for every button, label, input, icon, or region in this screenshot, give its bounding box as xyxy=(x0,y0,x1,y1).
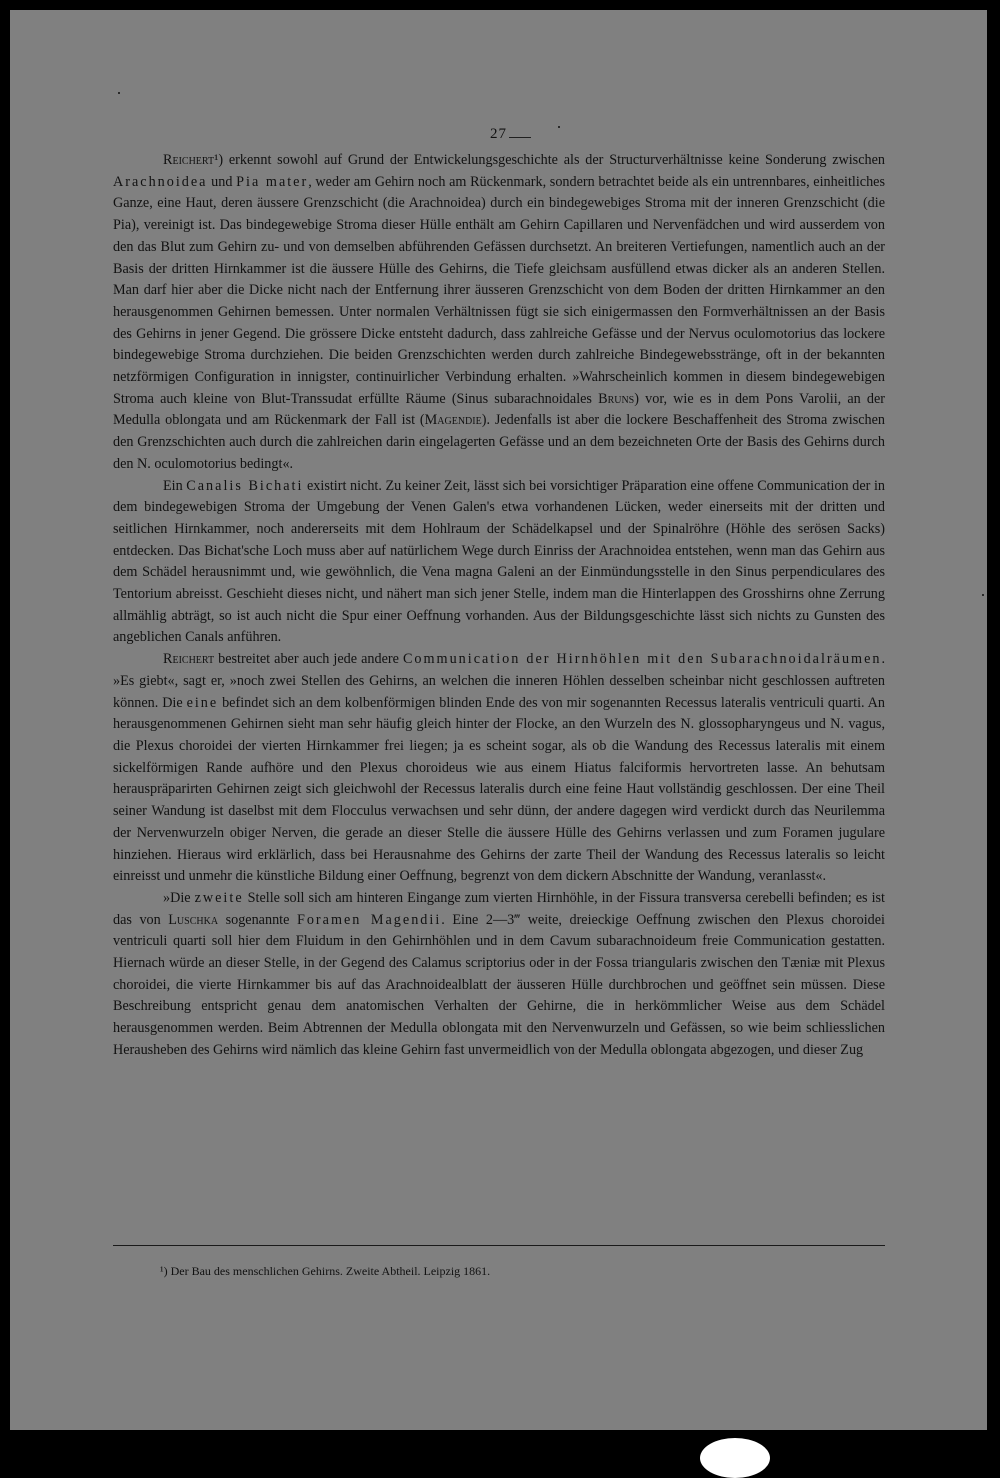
text-run-smallcaps: Reichert xyxy=(163,152,215,168)
paragraph xyxy=(113,888,885,1062)
paragraph xyxy=(113,150,885,476)
scanned-page xyxy=(10,10,987,1430)
text-run: befindet sich an dem kolbenförmigen blinden Ende des von mir sogenannten Recessus lateralis ventriculi quarti. An herausgenommenen Gehirnen sieht man sehr häufig gleich hinter der Flocke, an den Wurzeln des N. glossopharyngeus und N. vagus, die Plexus choroidei der vierten Hirnkammer frei liegen; ja es scheint sogar, als ob die Wandung des Recessus lateralis mit einem sickelförmigen Rande aufhöre und den Plexus choroideus wie aus einem Hiatus falciformis hervortreten lasse. An behutsam herauspräparirten Gehirnen zeigt sich gleichwohl der Recessus lateralis durch eine feine Haut vollständig geschlossen. Der eine Theil seiner Wandung ist daselbst mit dem Flocculus verwachsen und sehr dünn, der andere dagegen wird verdickt durch das Neurilemma der Nervenwurzeln obiger Nerven, die gerade an dieser Stelle die äussere Hülle des Gehirns verlassen und zum Foramen jugulare hinziehen. Hieraus wird erklärlich, dass bei Herausnahme des Gehirns der zarte Theil der Wandung des Recessus lateralis so leicht einreisst und unmehr die künstliche Bildung einer Oeffnung, begrenzt von dem dickern Abschnitte der Wandung, veranlasst«. xyxy=(113,694,885,885)
text-run-spaced: Communication der Hirnhöhlen mit den Subarachnoidalräumen xyxy=(402,651,882,668)
text-run: . Eine 2—3‴ weite, dreieckige Oeffnung zwischen den Plexus choroidei ventriculi quarti soll hier dem Fluidum in den Gehirnhöhlen und in dem Cavum subarachnoideum freie Communication gestatten. Hiernach würde an dieser Stelle, in der Gegend des Calamus scriptorius oder in der Fossa triangularis zwischen den Tæniæ mit Plexus choroidei, die vierte Hirnkammer bis auf das Arachnoidealblatt der äusseren Hülle durchbrochen und geöffnet sein müssen. Diese Beschreibung entspricht genau dem anatomischen Verhalten der Gehirne, die in herkömmlicher Weise aus dem Schädel herausgenommen werden. Beim Abtrennen der Medulla oblongata mit den Nervenwurzeln und Gefässen, so wie beim schliesslichen Herausheben des Gehirns wird nämlich das kleine Gehirn fast unvermeidlich von der Medulla oblongata abgezogen, und dieser Zug xyxy=(113,911,885,1058)
scanner-edge-mark xyxy=(700,1438,770,1478)
text-run-smallcaps: Reichert xyxy=(163,651,215,668)
text-run: »Die xyxy=(163,889,195,906)
text-run: Ein xyxy=(163,477,187,494)
text-run-spaced: Arachnoidea xyxy=(113,173,208,190)
scan-speck xyxy=(118,92,120,94)
text-run-spaced: Canalis Bichati xyxy=(186,477,304,494)
text-run: Stelle soll sich am hinteren Eingange zum vierten Hirnhöhle, in der Fissura transversa cerebelli befinden; es ist das von xyxy=(113,889,885,928)
text-run: ) vor, wie es in dem Pons Varolii, an der Medulla oblongata und am Rückenmark der Fall ist ( xyxy=(113,390,885,429)
body-text xyxy=(113,150,885,1062)
footnote: ¹) Der Bau des menschlichen Gehirns. Zweite Abtheil. Leipzig 1861. xyxy=(160,1264,491,1278)
text-run: , weder am Gehirn noch am Rückenmark, sondern betrachtet beide als ein untrennbares, einheitliches Ganze, eine Haut, deren äussere Grenzschicht (die Arachnoidea) durch ein bindegewebiges Stroma mit der inneren Grenzschicht (die Pia), vereinigt ist. Das bindegewebige Stroma dieser Hülle enthält am Gehirn Capillaren und Nervenfädchen und wird ausserdem von den das Blut zum Gehirn zu- und von demselben abführenden Gefässen durchsetzt. An breiteren Vertiefungen, namentlich auch an der Basis der dritten Hirnkammer ist die äussere Hülle des Gehirns, die Tiefe gleichsam ausfüllend etwas dicker als an anderen Stellen. Man darf hier aber die Dicke nicht nach der Entfernung ihrer äusseren Grenzschicht von dem Boden der dritten Hirnkammer an den herausgenommen Gehirnen bemessen. Unter normalen Verhältnissen fügt sie sich einigermassen den Formverhältnissen an der Basis des Gehirns in jener Gegend. Die grössere Dicke entsteht dadurch, dass zahlreiche Gefässe und der Nervus oculomotorius das lockere bindegewebige Stroma durchziehen. Die beiden Grenzschichten werden durch zahlreiche Bindegewebsstränge, oft in der bekannten netzförmigen Configuration in innigster, continuirlicher Verbindung erhalten. »Wahrscheinlich kommen in diesem bindegewebigen Stroma auch kleine von Blut-Transsudat erfüllte Räume (Sinus subarachnoidales xyxy=(113,173,885,407)
text-run: . »Es giebt«, sagt er, »noch zwei Stellen des Gehirns, an welchen die inneren Höhlen desselben scheinbar nicht geschlossen auftreten können. Die xyxy=(113,651,886,711)
paragraph xyxy=(113,476,885,650)
text-run: sogenannte xyxy=(218,911,297,928)
footnote-divider xyxy=(113,1245,885,1246)
text-run-smallcaps: Luschka xyxy=(168,911,219,928)
text-run: und xyxy=(207,173,237,190)
paragraph xyxy=(113,649,885,888)
text-run-smallcaps: Bruns xyxy=(598,390,635,407)
text-run-spaced: Pia mater xyxy=(236,173,309,190)
scan-speck xyxy=(558,126,560,128)
text-run: bestreitet aber auch jede andere xyxy=(214,651,403,668)
text-run-spaced: zweite xyxy=(194,889,244,906)
scan-speck xyxy=(982,594,984,596)
text-run-spaced: eine xyxy=(186,694,219,711)
text-run: existirt nicht. Zu keiner Zeit, lässt sich bei vorsichtiger Präparation eine offene Communication der in dem bindegewebigen Stroma der Umgebung der Venen Galen's etwa vorhandenen Lücken, weder einerseits mit der dritten und seitlichen Hirnkammer, noch andererseits mit dem Hohlraum der Schädelkapsel und der Spinalröhre (Höhle des serösen Sacks) entdecken. Das Bichat'sche Loch muss aber auf natürlichem Wege durch Einriss der Arachnoidea entstehen, wenn man das Gehirn aus dem Schädel herausnimmt und, wie gewöhnlich, die Vena magna Galeni an der Einmündungsstelle in den Sinus perpendiculares des Tentorium abreisst. Geschieht dieses nicht, und nähert man sich jener Stelle, indem man die Hinterlappen des Grosshirns ohne Zerrung allmählig abträgt, so ist auch nicht die Spur einer Oeffnung vorhanden. Aus der Bildungsgeschichte lässt sich nichts zu Gunsten des angeblichen Canals anführen. xyxy=(113,477,885,646)
text-run: ). Jedenfalls ist aber die lockere Beschaffenheit des Stroma zwischen den Grenzschichten auch durch die zahlreichen darin eingelagerten Gefässe und an dem bezeichneten Orte der Basis des Gehirns durch den N. oculomotorius bedingt«. xyxy=(113,412,885,472)
text-run: ¹) erkennt sowohl auf Grund der Entwickelungsgeschichte als der Structurverhältnisse keine Sonderung zwischen xyxy=(214,152,885,168)
text-run-smallcaps: Magendie xyxy=(424,412,482,429)
text-run-spaced: Foramen Magendii xyxy=(296,911,442,928)
page-number: 27 xyxy=(490,126,531,143)
